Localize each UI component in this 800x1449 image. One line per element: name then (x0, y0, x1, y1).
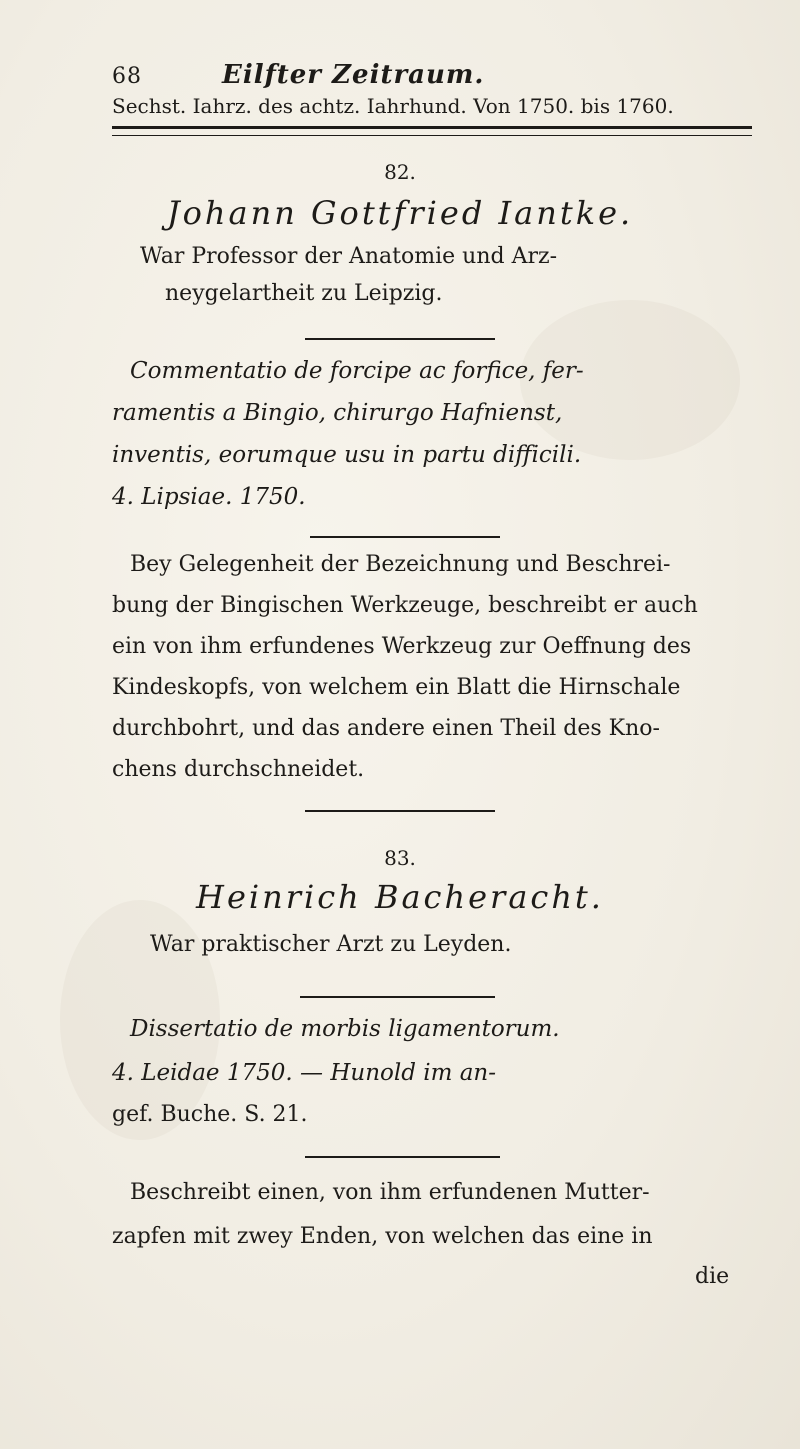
note-line: chens durchschneidet. (112, 757, 365, 782)
entry-number: 82. (384, 160, 416, 184)
work-imprint-line (112, 1060, 496, 1086)
note-line: Kindeskopfs, von welchem ein Blatt die Hirnschale (112, 675, 681, 700)
bio-line: War praktischer Arzt zu Leyden. (150, 932, 512, 957)
work-imprint-line: 4. Lipsiae. 1750. (112, 484, 306, 510)
work-imprint-text: 4. Leidae 1750. — Hunold im an- (112, 1060, 497, 1086)
bio-line: War Professor der Anatomie und Arz- (140, 244, 558, 269)
work-reference-line: gef. Buche. S. 21. (112, 1102, 308, 1127)
running-title: Eilfter Zeitraum. (222, 60, 485, 90)
entry-number: 83. (384, 846, 416, 870)
work-title-line: Dissertatio de morbis ligamentorum. (130, 1016, 560, 1042)
note-line: Bey Gelegenheit der Bezeichnung und Beschrei- (130, 552, 671, 577)
catchword: die (695, 1264, 730, 1289)
header-double-rule (112, 126, 752, 136)
note-line: zapfen mit zwey Enden, von welchen das eine in (112, 1224, 653, 1249)
divider-rule (305, 810, 495, 812)
note-line: bung der Bingischen Werkzeuge, beschreibt er auch (112, 593, 698, 618)
work-title-line: Commentatio de forcipe ac forfice, fer- (130, 358, 584, 384)
page-number: 68 (112, 64, 142, 89)
divider-rule (300, 996, 495, 998)
note-line: ein von ihm erfundenes Werkzeug zur Oeffnung des (112, 634, 692, 659)
entry-author-name: Heinrich Bacheracht. (196, 878, 604, 916)
divider-rule (310, 536, 500, 538)
running-header (112, 60, 752, 90)
period-subheading: Sechst. Iahrz. des achtz. Iahrhund. Von 1750. bis 1760. (112, 94, 674, 118)
note-line: durchbohrt, und das andere einen Theil des Kno- (112, 716, 660, 741)
divider-rule (305, 1156, 500, 1158)
work-title-line: ramentis a Bingio, chirurgo Hafnienst, (112, 400, 563, 426)
divider-rule (305, 338, 495, 340)
bio-line: neygelartheit zu Leipzig. (165, 281, 443, 306)
note-line: Beschreibt einen, von ihm erfundenen Mutter- (130, 1180, 650, 1205)
work-title-line: inventis, eorumque usu in partu difficili. (112, 442, 582, 468)
entry-author-name: Johann Gottfried Iantke. (166, 194, 634, 232)
